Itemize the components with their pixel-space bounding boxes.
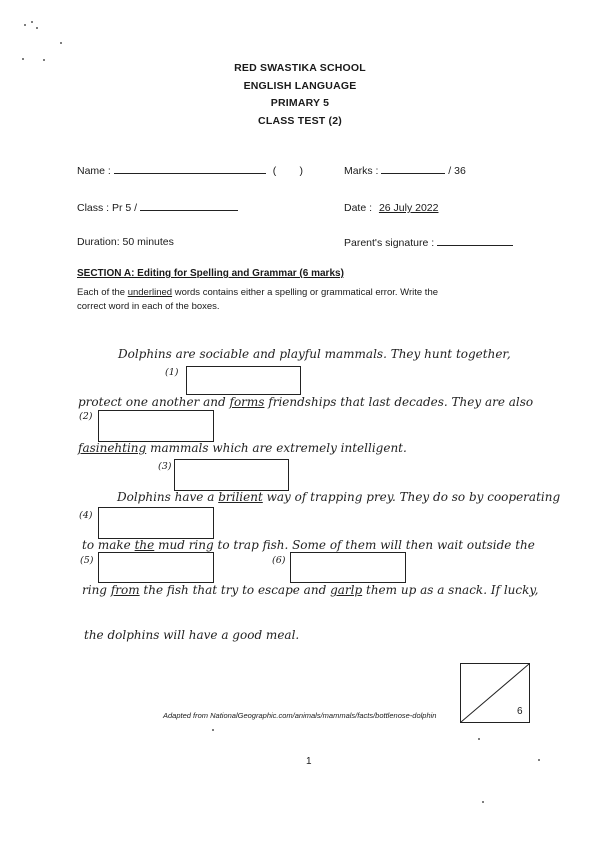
box-label-4: (4) [79,510,93,521]
source-credit: Adapted from NationalGeographic.com/animals/mammals/facts/bottlenose-dolphin [163,711,437,720]
underlined-word-3: brilient [218,490,263,504]
name-label: Name : [77,165,111,177]
passage-line-1: Dolphins are sociable and playful mammals. They hunt together, [118,347,511,361]
marks-label: Marks : [344,165,379,177]
section-title: SECTION A: Editing for Spelling and Grammar (6 marks) [77,268,344,279]
box-label-5: (5) [80,555,94,566]
passage-line-5 [82,538,535,552]
answer-box-4[interactable] [98,507,214,539]
underlined-word-6: garlp [330,583,363,597]
scan-speck [482,801,484,803]
scan-speck [36,27,38,29]
passage-line-6 [82,583,538,597]
subject-title: ENGLISH LANGUAGE [243,80,357,92]
instr-part: Each of the [77,287,126,298]
scan-speck [60,42,62,44]
class-blank[interactable] [140,210,238,211]
passage-text: them up as a snack. If lucky, [366,583,539,597]
passage-text: Dolphins have a [117,490,215,504]
passage-line-4 [117,490,560,504]
underlined-word-1: forms [229,395,265,409]
answer-box-1[interactable] [186,366,301,395]
box-label-6: (6) [272,555,286,566]
passage-text: to make [82,538,131,552]
instr-underlined: underlined [127,287,173,298]
scan-speck [24,24,26,26]
passage-text: friendships that last decades. They are also [268,395,534,409]
passage-text: the fish that try to escape and [143,583,327,597]
score-box[interactable] [460,663,530,723]
signature-field [344,237,513,249]
score-max: 6 [517,706,523,717]
test-title: CLASS TEST (2) [258,115,342,127]
passage-text: mammals which are extremely intelligent. [150,441,407,455]
answer-box-5[interactable] [98,552,214,583]
answer-box-2[interactable] [98,410,214,442]
class-label: Class : Pr 5 / [77,202,138,214]
level-title: PRIMARY 5 [270,97,330,109]
date-field [344,202,438,214]
section-instructions-cont: correct word in each of the boxes. [77,301,220,312]
scan-speck [43,59,45,61]
signature-blank[interactable] [437,245,513,246]
passage-text: way of trapping prey. They do so by cooperating [266,490,561,504]
signature-label: Parent's signature : [344,237,435,249]
marks-field [344,165,466,177]
marks-blank[interactable] [381,173,445,174]
box-label-3: (3) [158,461,172,472]
register-number-paren: ( ) [272,165,304,177]
name-field [77,165,303,177]
passage-line-2 [78,395,533,409]
passage-text: mud ring to trap fish. Some of them will then wait outside the [158,538,535,552]
passage-text: ring [82,583,107,597]
class-field [77,202,238,214]
underlined-word-4: the [134,538,155,552]
box-label-1: (1) [165,367,179,378]
scan-speck [31,21,33,23]
school-name: RED SWASTIKA SCHOOL [234,62,366,74]
answer-box-6[interactable] [290,552,406,583]
name-blank[interactable] [114,173,266,174]
passage-line-7: the dolphins will have a good meal. [84,628,300,642]
scan-speck [478,738,480,740]
instr-part: words contains either a spelling or grammatical error. Write the [174,287,439,298]
duration-text: Duration: 50 minutes [77,236,174,248]
passage-text: protect one another and [78,395,226,409]
section-instructions [77,287,438,298]
date-label: Date : [344,202,373,214]
underlined-word-2: fasinehting [78,441,147,455]
scan-speck [22,58,24,60]
answer-box-3[interactable] [174,459,289,491]
marks-total: / 36 [448,165,466,177]
passage-line-3 [78,441,407,455]
page-number: 1 [306,756,312,767]
box-label-2: (2) [79,411,93,422]
date-value: 26 July 2022 [378,202,439,214]
underlined-word-5: from [110,583,140,597]
scan-speck [538,759,540,761]
scan-speck [212,729,214,731]
